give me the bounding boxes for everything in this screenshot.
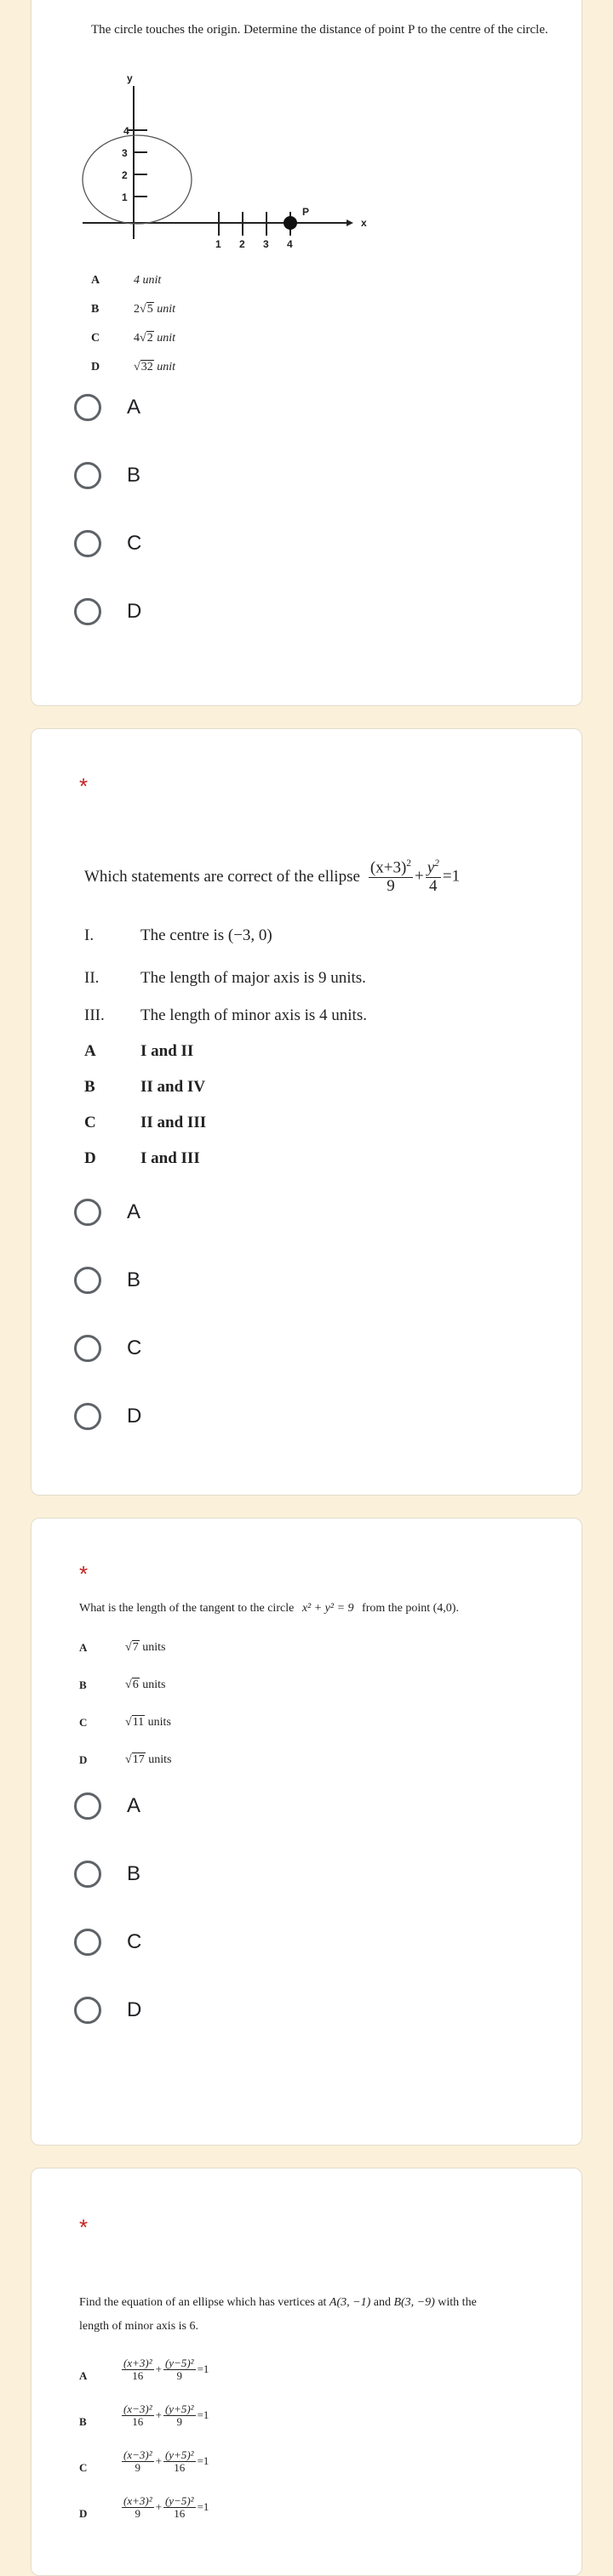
q3-choice-c[interactable] (74, 1929, 141, 1956)
q3-option-b-letter: B (79, 1678, 87, 1691)
radio-icon[interactable] (74, 598, 101, 625)
radio-icon[interactable] (74, 530, 101, 557)
q1-option-b-text: 2√5 unit (134, 303, 175, 316)
radio-icon[interactable] (74, 462, 101, 489)
q1-choice-d[interactable] (74, 598, 141, 625)
q3-choice-b-label: B (127, 1862, 141, 1885)
q1-option-d-text: √32 unit (134, 361, 175, 373)
q3-option-d-letter: D (79, 1753, 88, 1766)
q3-choice-b[interactable] (74, 1861, 140, 1888)
x-tick-2: 2 (239, 238, 245, 250)
q2-statement-1-roman: I. (84, 926, 95, 944)
q4-option-a-letter: A (79, 2369, 88, 2382)
q2-statement-1-text: The centre is (−3, 0) (140, 926, 272, 944)
y-tick-1: 1 (122, 191, 128, 203)
x-tick-3: 3 (263, 238, 269, 250)
q1-choice-c-label: C (127, 532, 142, 555)
q3-choice-a-label: A (127, 1794, 141, 1817)
q3-choice-d[interactable] (74, 1997, 141, 2024)
q4-option-b-letter: B (79, 2415, 87, 2428)
question-card-4 (31, 2168, 582, 2576)
radio-icon[interactable] (74, 1997, 101, 2024)
q2-option-d-text: I and III (140, 1149, 200, 1167)
q1-option-b-letter: B (91, 303, 100, 316)
q2-equation: $\frac{(x+3)^2}{9}$ + $\frac{y^2}{4}$ =1 (370, 858, 461, 896)
q4-vertex-a: A(3, −1) (329, 2296, 371, 2309)
q2-choice-c[interactable] (74, 1335, 141, 1362)
q2-choice-b[interactable] (74, 1267, 140, 1294)
q2-option-b-text: II and IV (140, 1078, 206, 1096)
q1-option-c-text: 4√2 unit (134, 332, 175, 345)
radio-icon[interactable] (74, 1267, 101, 1294)
q2-statement-3-roman: III. (84, 1006, 105, 1024)
required-asterisk: * (79, 1561, 89, 1587)
q3-option-c-letter: C (79, 1716, 88, 1729)
radio-icon[interactable] (74, 1861, 101, 1888)
q1-graph (74, 69, 381, 265)
q2-question-text (84, 858, 460, 896)
q2-option-d-letter: D (84, 1149, 96, 1167)
q2-option-c-letter: C (84, 1114, 96, 1131)
x-tick-1: 1 (215, 238, 221, 250)
x-axis-label: x (361, 217, 367, 229)
radio-icon[interactable] (74, 1792, 101, 1820)
q2-question-prefix: Which statements are correct of the ellipse (84, 868, 360, 886)
q1-choice-b[interactable] (74, 462, 140, 489)
q1-choice-c[interactable] (74, 530, 141, 557)
question-card-3 (31, 1518, 582, 2146)
x-tick-4: 4 (287, 238, 293, 250)
q1-question-text: The circle touches the origin. Determine the distance of point P to the centre of the circle. (91, 23, 548, 37)
q2-choice-b-label: B (127, 1268, 141, 1291)
q1-option-a-text: 4 unit (134, 274, 162, 287)
radio-icon[interactable] (74, 1403, 101, 1430)
radio-icon[interactable] (74, 1199, 101, 1226)
point-p (284, 216, 297, 230)
q4-option-d-letter: D (79, 2507, 88, 2520)
q4-vertex-b: B(3, −9) (393, 2296, 435, 2309)
q3-option-a-text: √7 units (125, 1641, 166, 1654)
q1-option-c-letter: C (91, 332, 100, 345)
q3-choice-a[interactable] (74, 1792, 140, 1820)
q1-choice-b-label: B (127, 464, 141, 487)
q2-statement-2-roman: II. (84, 969, 100, 987)
q1-option-a-letter: A (91, 274, 100, 287)
q3-question-text: What is the length of the tangent to the circle x² + y² = 9 from the point (4,0). (79, 1602, 459, 1615)
question-card-2 (31, 728, 582, 1496)
q2-choice-c-label: C (127, 1336, 142, 1359)
question-card-1 (31, 0, 582, 706)
q2-choice-d-label: D (127, 1405, 142, 1428)
radio-icon[interactable] (74, 394, 101, 421)
q3-choice-c-label: C (127, 1930, 142, 1953)
q2-statement-3-text: The length of minor axis is 4 units. (140, 1006, 367, 1024)
y-tick-4: 4 (123, 125, 129, 137)
radio-icon[interactable] (74, 1335, 101, 1362)
q1-choice-d-label: D (127, 600, 142, 623)
point-p-label: P (302, 206, 310, 218)
required-asterisk: * (79, 773, 89, 799)
q1-choice-a-label: A (127, 396, 141, 419)
q3-option-a-letter: A (79, 1641, 88, 1654)
q4-option-c-letter: C (79, 2461, 88, 2474)
q4-question-line-1: Find the equation of an ellipse which has vertices at A(3, −1) and B(3, −9) with the (79, 2296, 477, 2309)
q2-option-a-letter: A (84, 1042, 96, 1060)
q3-equation: x² + y² = 9 (301, 1602, 354, 1615)
q2-statement-2-text: The length of major axis is 9 units. (140, 969, 366, 987)
q4-option-d-equation: $\frac{\text{(x+3)²}}{9}$ + $\frac{\text{(y−5)²}}{16}$ =1 (123, 2494, 209, 2521)
required-asterisk: * (79, 2214, 89, 2240)
q2-choice-d[interactable] (74, 1403, 141, 1430)
q4-option-b-equation: $\frac{\text{(x−3)²}}{16}$ + $\frac{\text{(y+5)²}}{9}$ =1 (123, 2402, 209, 2429)
y-axis-label: y (127, 72, 133, 84)
q2-option-c-text: II and III (140, 1114, 207, 1131)
q3-option-b-text: √6 units (125, 1678, 166, 1691)
q4-option-a-equation: $\frac{\text{(x+3)²}}{16}$ + $\frac{\text{(y−5)²}}{9}$ =1 (123, 2357, 209, 2383)
q2-choice-a-label: A (127, 1200, 141, 1223)
q1-choice-a[interactable] (74, 394, 140, 421)
y-tick-3: 3 (122, 147, 128, 159)
q4-question-line-2: length of minor axis is 6. (79, 2320, 198, 2333)
q4-option-c-equation: $\frac{\text{(x−3)²}}{9}$ + $\frac{\text{(y+5)²}}{16}$ =1 (123, 2448, 209, 2475)
y-tick-2: 2 (122, 169, 128, 181)
q3-choice-d-label: D (127, 1998, 142, 2021)
q2-option-a-text: I and II (140, 1042, 194, 1060)
q1-option-d-letter: D (91, 361, 100, 373)
q2-option-b-letter: B (84, 1078, 95, 1096)
q3-option-d-text: √17 units (125, 1753, 172, 1766)
q3-option-c-text: √11 units (125, 1716, 171, 1729)
radio-icon[interactable] (74, 1929, 101, 1956)
q2-choice-a[interactable] (74, 1199, 140, 1226)
